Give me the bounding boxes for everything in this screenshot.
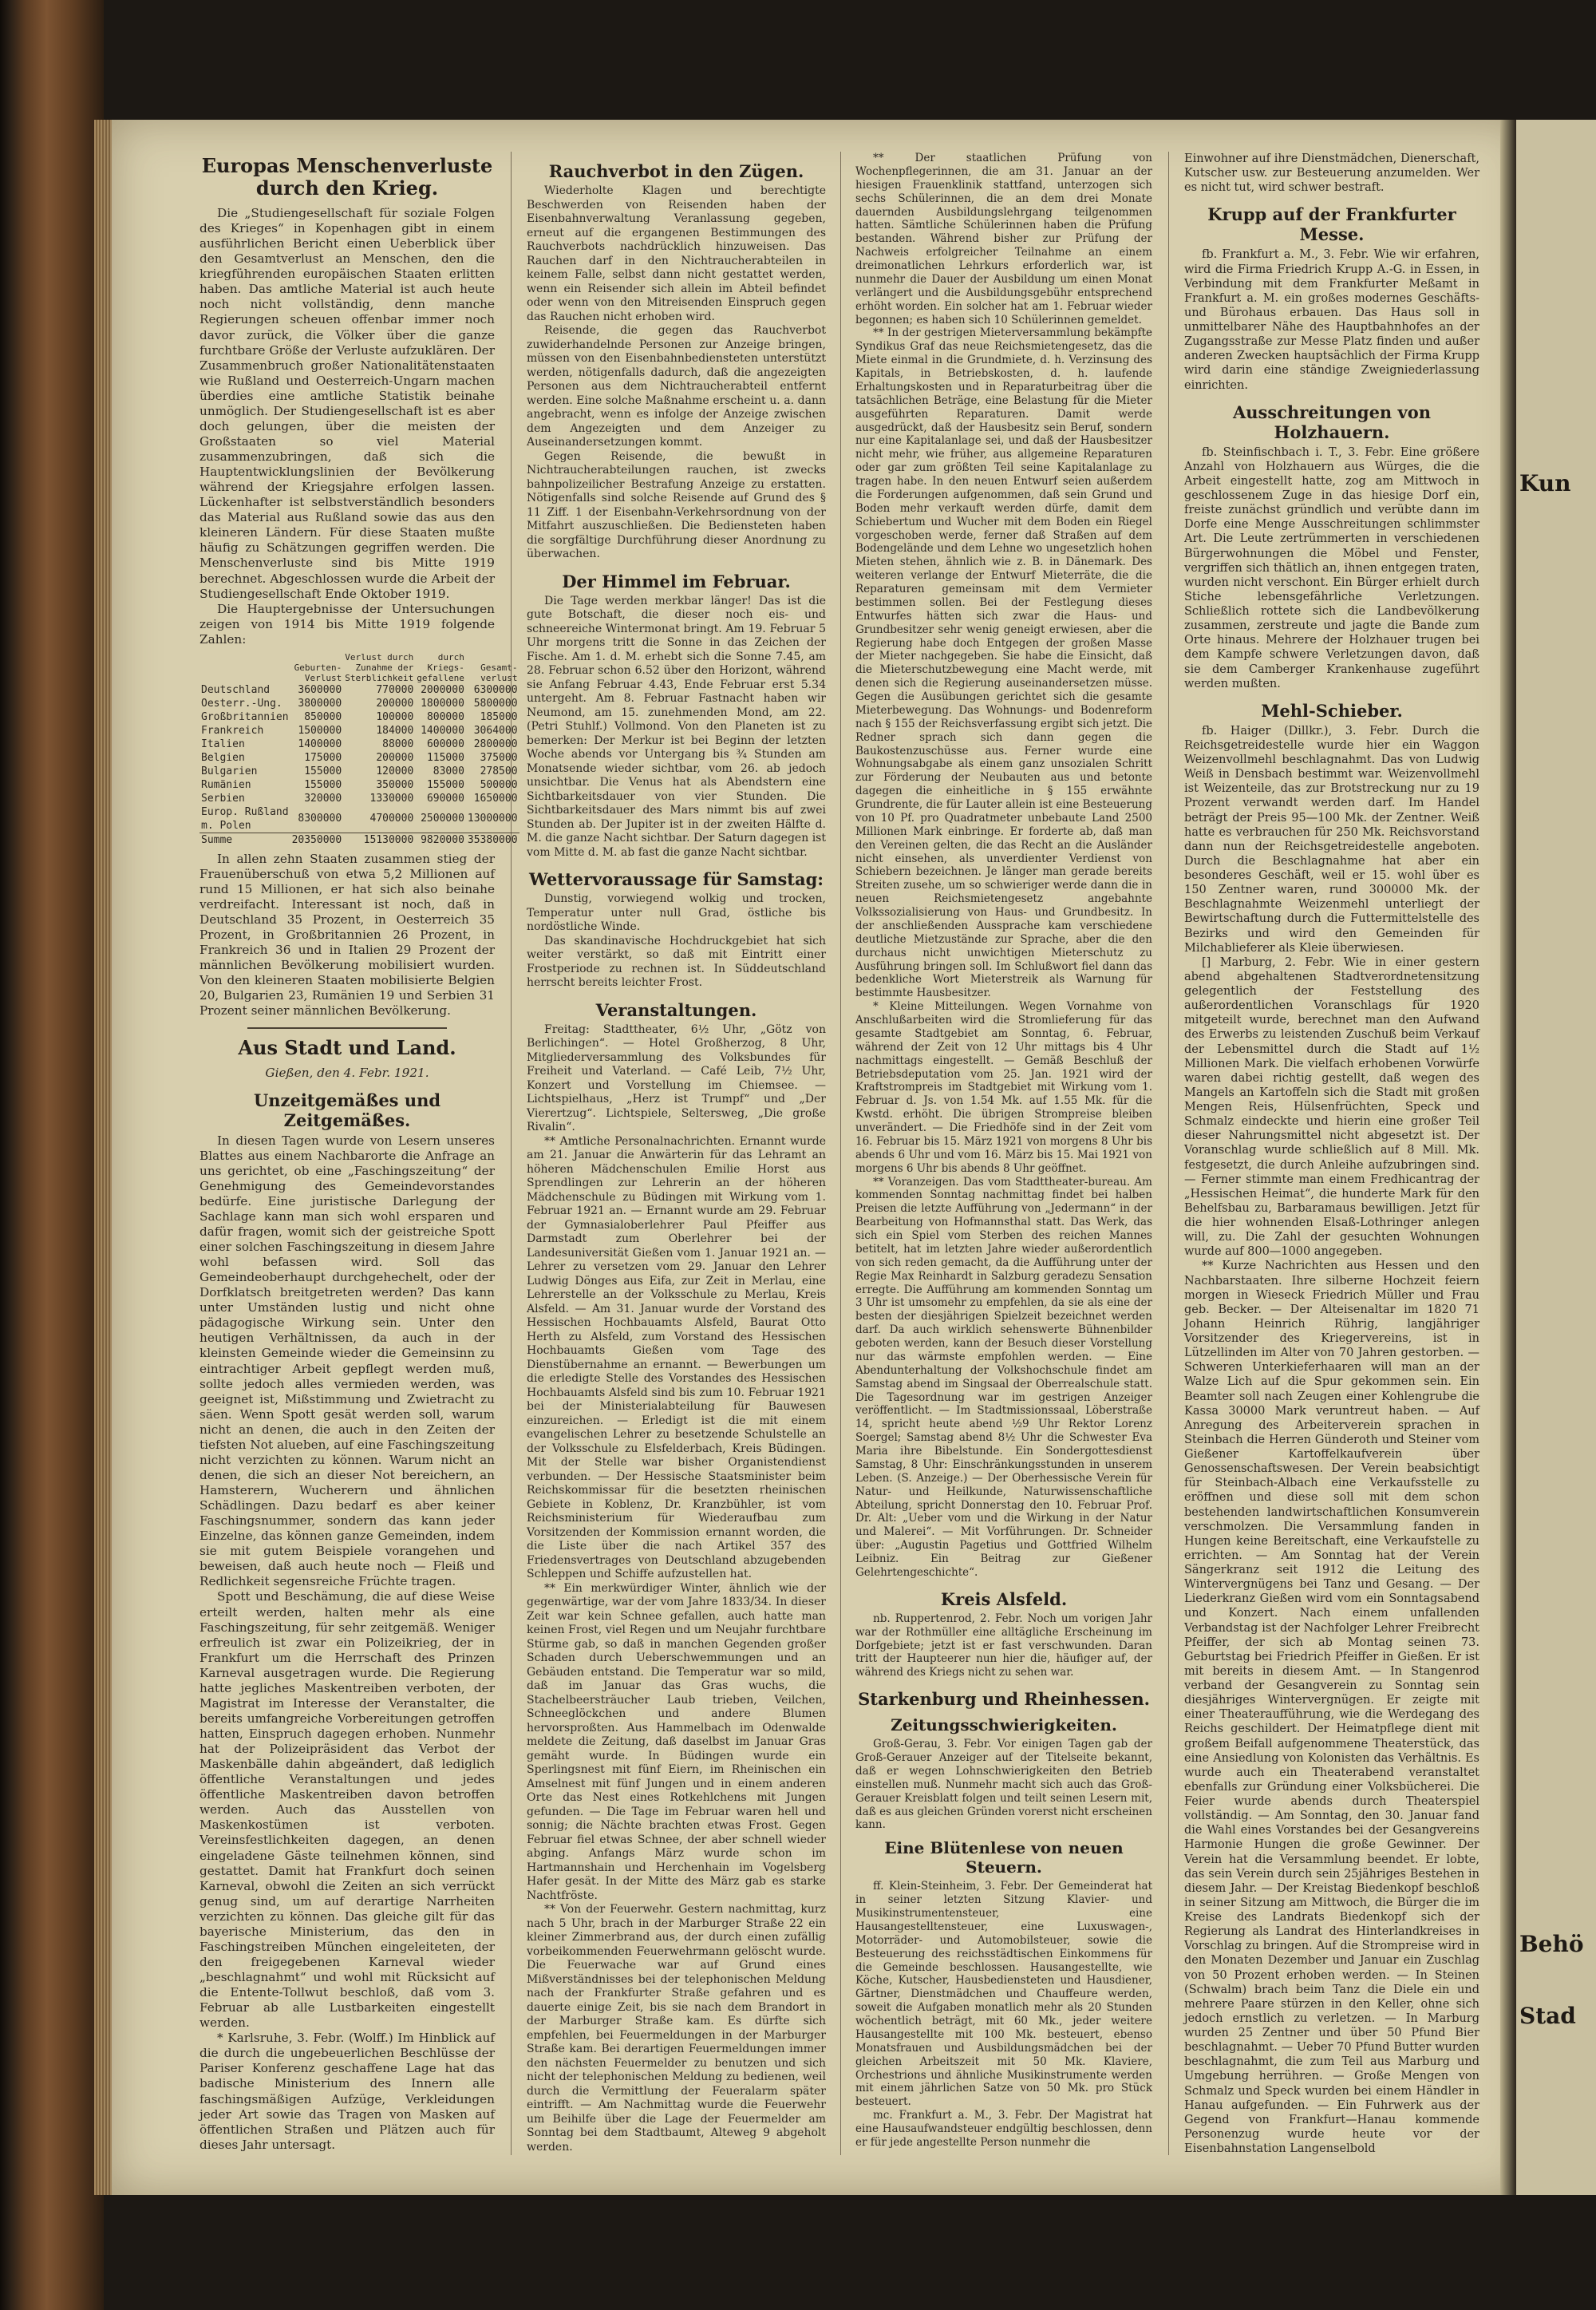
article-paragraph: ff. Klein-Steinheim, 3. Febr. Der Gemeinderat hat in seiner letzten Sitzung Klavier- und Musikinstrumentensteuer, eine Hausangestelltensteuer, eine Luxuswagen-, Motorräder- und Automobilsteuer, sowie die Besteuerung des reichsstädtischen Einkommens für die Gemeinde beschlossen. Hausangestellte, wie Köche, Kutscher, Hausbediensteten und Hausdiener, Gärtner, Dienstmädchen und Chauffeure werden, soweit die Aufgaben monatlich mehr als 20 Stunden wöchentlich beträgt, mit 60 Mk., jeder weitere Hausangestellte mit 100 Mk. besteuert, ebenso Monatsfrauen und Ausbildungsmädchen bei der gleichen Arbeitszeit mit 50 Mk. Klaviere, Orchestrions und ähnliche Musikinstrumente werden mit einem jährlichen Satze von 50 Mk. pro Stück besteuert. bbox=[855, 1880, 1152, 2109]
article-headline-unzeitgemaesses: Unzeitgemäßes und Zeitgemäßes. bbox=[253, 1090, 441, 1130]
article-paragraph: Freitag: Stadttheater, 6½ Uhr, „Götz von Berlichingen“. — Hotel Großherzog, 8 Uhr, Mitgliederversammlung des Volksbundes für Freiheit und Vaterland. — Café Leib, 7½ Uhr, Konzert und Vorstellung im Chiemsee. — Lichtspielhaus, „Herz ist Trumpf“ und „Der Vierertzug“. Lichtspiele, Seltersweg, „Die große Rivalin“. bbox=[527, 1022, 826, 1133]
table-row bbox=[200, 765, 519, 778]
article-paragraph: Das skandinavische Hochdruckgebiet hat sich weiter verstärkt, so daß mit Eintritt einer Frostperiode zu rechnen ist. In Süddeutschland herrscht bereits leichter Frost. bbox=[527, 934, 826, 989]
table-cell: 200000 bbox=[376, 697, 414, 710]
table-cell: Serbien bbox=[201, 792, 245, 805]
dateline: Gießen, den 4. Febr. 1921. bbox=[265, 1065, 429, 1080]
article-paragraph: ** Voranzeigen. Das vom Stadttheater-bureau. Am kommenden Sonntag nachmittag findet bei halben Preisen die letzte Aufführung von „Jedermann“ in der Bearbeitung von Hofmannsthal statt. Das Werk, das sich ein Spiel vom Sterben des reichen Mannes betitelt, hat im letzten Jahre wieder außerordentlich von sich reden gemacht, da die Aufführung unter der Regie Max Reinhardt in Salzburg geradezu Sensation erregte. Die Aufführung am kommenden Sonntag um 3 Uhr ist umsomehr zu empfehlen, da sie als eine der besten der diesjährigen Spielzeit bezeichnet werden darf. Da auch wirklich sehenswerte Bühnenbilder geboten werden, kann der Besuch dieser Vorstellung nur das wärmste empfohlen werden. — Eine Abendunterhaltung der Volkshochschule findet am Samstag abend im Singsaal der Oberrealschule statt. Die Tagesordnung war im gestrigen Anzeiger veröffentlicht. — Im Stadtmissionssaal, Löberstraße 14, spricht heute abend ½9 Uhr Rektor Lorenz Soergel; Samstag abend 8½ Uhr die Schwester Eva Maria ihre Bibelstunde. Ein Sondergottesdienst Samstag, 8 Uhr: Einschränkungsstunden in unserem Leben. (S. Anzeige.) — Der Oberhessische Verein für Natur- und Heilkunde, Naturwissenschaftliche Abteilung, spricht Donnerstag den 10. Februar Prof. Dr. Alt: „Ueber vom und die Wirkung in der Natur und Malerei“. — Mit Vorführungen. Dr. Schneider über: „Augustin Pagetius und Gottfried Wilhelm Leibniz. Ein Beitrag zur Gießener Gelehrtengeschichte“. bbox=[855, 1175, 1152, 1579]
table-cell: 20350000 bbox=[291, 833, 342, 846]
column-2 bbox=[527, 152, 826, 2154]
page-gutter bbox=[1500, 120, 1516, 2195]
column-3 bbox=[855, 152, 1152, 2150]
article-paragraph: * Karlsruhe, 3. Febr. (Wolff.) Im Hinblick auf die durch die ungebeuerlichen Beschlüsse der Pariser Konferenz geschaffene Lage hat das badische Ministerium des Innern alle faschingsmäßigen Aufzüge, Verkleidungen jeder Art sowie das Tragen von Masken auf öffentlichen Straßen und Plätzen auch für dieses Jahr untersagt. bbox=[200, 2031, 495, 2152]
table-cell: 3800000 bbox=[298, 697, 342, 710]
table-cell: 120000 bbox=[376, 765, 414, 777]
table-cell: 1650000 bbox=[473, 792, 518, 805]
table-header-row bbox=[200, 652, 519, 683]
article-paragraph: Wiederholte Klagen und berechtigte Beschwerden von Reisenden haben der Eisenbahnverwaltung Veranlassung gegeben, erneut auf die ergangenen Bestimmungen des Rauchverbots nachdrücklich hinzuweisen. Das Rauchen darf in den Nichtraucherabteilen in keinem Falle, selbst dann nicht gestattet werden, wenn ein Reisender sich allein im Abteil befindet oder wenn von den Mitreisenden Einspruch gegen das Rauchen nicht erhoben wird. bbox=[527, 184, 826, 323]
adjacent-page-strip bbox=[1516, 120, 1596, 2195]
table-cell: 4700000 bbox=[369, 813, 414, 825]
article-paragraph: Gegen Reisende, die bewußt in Nichtraucherabteilungen rauchen, ist zwecks bahnpolizeilicher Bestrafung Anzeige zu erstatten. Nötigenfalls sind solche Reisende auf Grund des § 11 Ziff. 1 der Eisenbahn-Verkehrsordnung von der Mitfahrt auszuschließen. Die Bediensteten haben die sorgfältige Durchführung dieser Anordnung zu überwachen. bbox=[527, 449, 826, 560]
table-cell: 800000 bbox=[426, 710, 464, 723]
book-binding bbox=[0, 0, 104, 2310]
table-cell: 3064000 bbox=[473, 724, 518, 737]
article-paragraph: ** Ein merkwürdiger Winter, ähnlich wie der gegenwärtige, war der vom Jahre 1833/34. In dieser Zeit war kein Schnee gefallen, auch hatte man keinen Frost, viel Regen und um Neujahr furchtbare Stürme gab, so daß in manchen Gegenden großer Schaden durch Ueberschwemmungen und an Gebäuden entstand. Die Temperatur war so mild, daß im Januar das Gras wuchs, die Stachelbeersträucher Laub trieben, Veilchen, Schneeglöckchen und andere Blumen hervorsproßten. Aus Hammelbach im Odenwalde meldete die Zeitung, daß daselbst im Januar Gras gemäht wurde. In Büdingen wurde ein Sperlingsnest mit fünf Eiern, im Rheinischen ein Amselnest mit fünf Jungen und in einem anderen Orte das Nest eines Rotkehlchens mit Jungen gefunden. — Die Tage im Februar waren hell und sonnig; die Nächte brachten etwas Frost. Gegen Februar fiel etwas Schnee, der aber schnell wieder abging. Anfangs März wurde schon im Hartmannshain und Herchenhain im Vogelsberg Hafer gesät. In der Mitte des März gab es starke Nachtfröste. bbox=[527, 1581, 826, 1902]
table-cell: 5800000 bbox=[473, 697, 518, 710]
article-paragraph: ** Von der Feuerwehr. Gestern nachmittag, kurz nach 5 Uhr, brach in der Marburger Straße 22 ein kleiner Zimmerbrand aus, der durch einen zufällig vorbeikommenden Feuerwehrmann gelöscht wurde. Die Feuerwache war auf Grund eines Mißverständnisses bei der telephonischen Meldung nach der Frankfurter Straße gefahren und es dauerte einige Zeit, bis sie nach dem Brandort in der Marburger Straße kam. Es dürfte sich empfehlen, bei Feuermeldungen in der Marburger Straße kam. Bei derartigen Feuermeldungen immer den nächsten Feuermelder zu benutzen und sich nicht der telephonischen Meldung zu bedienen, weil durch die Vermittlung der Feueralarm später eintrifft. — Am Nachmittag wurde die Feuerwehr um Beihilfe über die Lage der Feuermelder am Sonntag bei dem Stadtbaumt, Alteweg 9 abgeholt werden. bbox=[527, 1903, 826, 2154]
article-headline-veranstaltungen: Veranstaltungen. bbox=[595, 999, 757, 1020]
table-cell: 2000000 bbox=[421, 683, 464, 696]
losses-table bbox=[200, 652, 519, 847]
table-row bbox=[200, 724, 519, 738]
table-cell: 6300000 bbox=[473, 683, 518, 696]
article-paragraph: * Kleine Mitteilungen. Wegen Vornahme von Anschlußarbeiten wird die Stromlieferung für das gesamte Stadtgebiet am Sonntag, 6. Februar, während der Zeit von 12 Uhr mittags bis 4 Uhr nachmittags eingestellt. — Gemäß Beschluß der Betriebsdeputation vom 25. Jan. 1921 wird der Kraftstrompreis im Stadtgebiet mit Wirkung vom 1. Februar d. Js. von 1.54 Mk. auf 1.55 Mk. für die Kwstd. erhöht. Die übrigen Strompreise bleiben unverändert. — Die Friedhöfe sind in der Zeit vom 16. Februar bis 15. März 1921 von morgens 8 Uhr bis abends 6 Uhr und vom 16. März bis 15. Mai 1921 von morgens 6 Uhr bis abends 8 Uhr geöffnet. bbox=[855, 1000, 1152, 1175]
table-row bbox=[200, 683, 519, 697]
table-row bbox=[200, 751, 519, 765]
table-cell: 278500 bbox=[480, 765, 518, 777]
column-rule-1 bbox=[511, 152, 512, 2155]
table-cell: Belgien bbox=[201, 751, 245, 764]
table-row bbox=[200, 710, 519, 724]
table-cell: 1800000 bbox=[421, 697, 464, 710]
article-paragraph: mc. Frankfurt a. M., 3. Febr. Der Magistrat hat eine Hausaufwandsteuer endgültig beschlossen, denn er für jede angestellte Person nunmehr die bbox=[855, 2109, 1152, 2149]
table-cell: 155000 bbox=[304, 778, 342, 791]
article-paragraph: Die Tage werden merkbar länger! Das ist die gute Botschaft, die dieser noch eis- und schneereiche Wintermonat bringt. Am 19. Februar 5 Uhr morgens tritt die Sonne in das Zeichen der Fische. Am 1. d. M. erhebt sich die Sonne 7.45, am 28. Februar schon 6.52 über den Horizont, während sie Anfang Februar 4.43, Ende Februar erst 5.34 untergeht. Am 8. Februar Fastnacht haben wir Neumond, am 15. zunehmenden Mond, am 22. (Petri Stuhlf.) Vollmond. Von den Planeten ist zu bemerken: Der Merkur ist bei Beginn der letzten Woche abends vor Untergang bis ¾ Stunden am Monatsende wieder sichtbar, vom 26. ab jedoch unsichtbar. Die Venus hat als Abendstern eine Sichtbarkeitsdauer von vier Stunden. Die Sichtbarkeitsdauer des Mars nimmt bis auf zwei Stunden ab. Der Jupiter ist in der zweiten Hälfte d. M. die ganze Nacht sichtbar. Der Saturn dagegen ist vom Mitte d. M. ab fast die ganze Nacht sichtbar. bbox=[527, 594, 826, 859]
article-paragraph: fb. Steinfischbach i. T., 3. Febr. Eine größere Anzahl von Holzhauern aus Würges, die die Arbeit eingestellt hatte, zog am Mittwoch in geschlossenem Zuge in das hiesige Dorf ein, freiste zunächst gründlich und verübte dann im Dorfe eine Menge Ausschreitungen schlimmster Art. Die Leute zertrümmerten in verschiedenen Bürgerwohnungen die Möbel und Fenster, vergriffen sich thätlich an, ihnen entgegen traten, wurden nicht verschont. Ein Bürger erhielt durch Stiche lebensgefährliche Verletzungen. Schließlich rottete sich die Landbevölkerung zusammen, zerstreute und jagte die Bande zum Orte hinaus. Mehrere der Holzhauer trugen bei dem Kampfe schwere Verletzungen davon, daß sie dem Camberger Krankenhause zugeführt werden mußten. bbox=[1184, 445, 1479, 690]
table-cell: Großbritannien bbox=[201, 710, 289, 723]
article-paragraph: Einwohner auf ihre Dienstmädchen, Dienerschaft, Kutscher usw. zur Besteuerung anzumelden. Wer es nicht tut, wird schwer bestraft. bbox=[1184, 152, 1479, 195]
article-paragraph: [] Marburg, 2. Febr. Wie in einer gestern abend abgehaltenen Stadtverordnetensitzung gelegentlich der Feststellung des außerordentlichen Voranschlags für 1920 mitgeteilt wurde, berechnet man den Aufwand des Erwerbs zu leistenden Zuschuß beim Verkauf der Lebensmittel durch die Stadt auf 1½ Millionen Mark. Die vielfach erhobenen Vorwürfe waren dabei richtig gestellt, daß wegen des Mangels an Kartoffeln sich die Stadt mit großen Mengen Reis, Hülsenfrüchten, Speck und Schmalz eindeckte und hierin eine großer Teil dieser Nahrungsmittel nicht abgesetzt ist. Der Voranschlag wurde schließlich auf 8 Mill. Mk. festgesetzt, die durch Anleihe aufzubringen sind. — Ferner stimmte man einem Fredhicantrag der „Hessischen Heimat“, die hunderte Mark für den Behelfsbau zu, Barbaramaus bewilligen. Jetzt für die hier wohnenden Elsaß-Lothringer anlegen will, zu. Die Zahl der gesuchten Wohnungen wurde auf 800—1000 angegeben. bbox=[1184, 955, 1479, 1259]
table-cell: Oesterr.-Ung. bbox=[201, 697, 282, 710]
table-cell: 500000 bbox=[480, 778, 518, 791]
adjacent-heading-1: Kun bbox=[1519, 470, 1571, 496]
table-cell: Europ. Rußland m. Polen bbox=[201, 805, 289, 832]
article-paragraph: Groß-Gerau, 3. Febr. Vor einigen Tagen gab der Groß-Gerauer Anzeiger auf der Titelseite bekannt, daß er wegen Lohnschwierigkeiten den Betrieb einstellen muß. Nunmehr macht sich auch das Groß-Gerauer Kreisblatt folgen und teilt seinen Lesern mit, daß es aus gleichen Gründen vorerst nicht erscheinen kann. bbox=[855, 1738, 1152, 1832]
table-cell: Italien bbox=[201, 738, 245, 750]
table-cell: Summe bbox=[200, 833, 290, 847]
article-paragraph: Reisende, die gegen das Rauchverbot zuwiderhandelnde Personen zur Anzeige bringen, müssen von den Eisenbahnbediensteten unterstützt werden, nötigenfalls dadurch, daß die angezeigten Personen aus dem Nichtraucherabteil entfernt werden. Eine solche Maßnahme erscheint u. a. dann angebracht, wenn es infolge der Anzeige zwischen dem Angezeigten und dem Anzeiger zu Auseinandersetzungen kommt. bbox=[527, 324, 826, 449]
table-header-cell: Verlust durch Zunahme der Sterblichkeit bbox=[345, 651, 414, 683]
table-row bbox=[200, 738, 519, 751]
table-cell: Deutschland bbox=[201, 683, 271, 696]
table-header-cell bbox=[200, 652, 290, 683]
adjacent-heading-3: Stad bbox=[1519, 2003, 1576, 2029]
table-cell: 2800000 bbox=[473, 738, 518, 750]
article-headline-steuern: Eine Blütenlese von neuen Steuern. bbox=[884, 1838, 1124, 1877]
table-cell: 690000 bbox=[426, 792, 464, 805]
table-cell: 200000 bbox=[376, 751, 414, 764]
article-headline-zeitung: Zeitungsschwierigkeiten. bbox=[891, 1715, 1117, 1735]
article-headline-wetter: Wettervoraussage für Samstag: bbox=[528, 869, 824, 889]
table-header-cell: Geburten-Verlust bbox=[294, 662, 342, 683]
table-cell: 770000 bbox=[376, 683, 414, 696]
table-cell: 115000 bbox=[426, 751, 464, 764]
table-cell: 2500000 bbox=[421, 813, 464, 825]
article-headline-mehlschieber: Mehl-Schieber. bbox=[1261, 700, 1403, 721]
table-cell: 185000 bbox=[480, 710, 518, 723]
article-paragraph: In diesen Tagen wurde von Lesern unseres Blattes aus einem Nachbarorte die Anfrage an uns gerichtet, ob eine „Faschingszeitung“ der Genehmigung des Gemeindevorstandes bedürfe. Eine juristische Darlegung der Sachlage kann man sich wohl ersparen und dafür fragen, womit sich der geistreiche Spott einer solchen Faschingszeitung in diesem Jahre wohl befassen wird. Soll das Gemeindeoberhaupt durchgehechelt, oder der Dorfklatsch breitgetreten werden? Das kann unter Umständen lustig und nicht ohne pädagogische Wirkung sein. Unter den heutigen Verhältnissen, da auch in der kleinsten Gemeinde wieder die Gemeinsinn zu eintrachtiger Arbeit gepflegt werden muß, sollte jedoch alles vermieden werden, was geeignet ist, Mißstimmung und Zwietracht zu säen. Wenn Spott gesät werden soll, warum nicht an denen, die auch in den Zeiten der tiefsten Not alueben, auf eine Faschingszeitung nicht verzichten zu können. Warum nicht an denen, die sich an dieser Not bereichern, an Hamsterern, Wucherern und ähnlichen Schädlingen. Dazu bedarf es aber keiner Faschingsnummer, sondern das kann jeder Einzelne, das können ganze Gemeinden, indem sie mit gutem Beispiele vorangehen und beweisen, daß auch heute noch — Fleiß und Redlichkeit segensreiche Früchte tragen. bbox=[200, 1133, 495, 1589]
table-cell: 35380000 bbox=[467, 833, 518, 846]
table-cell: 375000 bbox=[480, 751, 518, 764]
table-cell: 155000 bbox=[426, 778, 464, 791]
table-cell: 184000 bbox=[376, 724, 414, 737]
article-paragraph: Die Hauptergebnisse der Untersuchungen zeigen von 1914 bis Mitte 1919 folgende Zahlen: bbox=[200, 601, 495, 647]
section-headline-stadt-und-land: Aus Stadt und Land. bbox=[238, 1035, 456, 1059]
article-headline-himmel: Der Himmel im Februar. bbox=[562, 571, 791, 591]
table-cell: 850000 bbox=[304, 710, 342, 723]
table-cell: 155000 bbox=[304, 765, 342, 777]
table-body bbox=[200, 683, 519, 847]
table-cell: 1500000 bbox=[298, 724, 342, 737]
article-paragraph: Spott und Beschämung, die auf diese Weise erteilt werden, halten mehr als eine Faschingszeitung, für sehr zeitgemäß. Weniger erfreulich ist zwar ein Polizeikrieg, der in Frankfurt um die Herrschaft des Prinzen Karneval ausgetragen wurde. Die Regierung hatte jegliches Maskentreiben verboten, der Magistrat im Interesse der Veranstalter, die bereits umfangreiche Vorbereitungen getroffen hatten, Einspruch dagegen erhoben. Nunmehr hat der Polizeipräsident das Verbot der Maskenbälle dahin abgeändert, daß lediglich öffentliche Veranstaltungen und jedes öffentliche Maskentreiben davon betroffen werden. Auch das Ausstellen von Maskenkostümen ist verboten. Vereinsfestlichkeiten dagegen, an denen eingeladene Gäste teilnehmen können, sind gestattet. Damit hat Frankfurt doch seinen Karneval, obwohl die Zeiten an sich verrückt genug sind, um auf derartige Narrheiten verzichten zu können. Das gleiche gilt für das bayerische Ministerium, das den in Faschingstreiben München eingeleiteten, der den freigegebenen Karneval wieder „beschlagnahmt“ und wohl mit Rücksicht auf die Entente-Tollwut beschloß, daß vom 3. Februar ab alle Lustbarkeiten eingestellt werden. bbox=[200, 1589, 495, 2031]
table-cell: 1400000 bbox=[298, 738, 342, 750]
table-cell: 9820000 bbox=[415, 833, 466, 847]
column-rule-3 bbox=[1168, 152, 1169, 2155]
adjacent-heading-2: Behö bbox=[1519, 1931, 1584, 1957]
table-cell: 83000 bbox=[433, 765, 464, 777]
article-headline-krupp: Krupp auf der Frankfurter Messe. bbox=[1207, 204, 1456, 245]
table-cell: 3600000 bbox=[298, 683, 342, 696]
article-headline-starkenburg: Starkenburg und Rheinhessen. bbox=[858, 1689, 1150, 1710]
article-paragraph: ** Amtliche Personalnachrichten. Ernannt wurde am 21. Januar die Anwärterin für das Lehramt an höheren Mädchenschulen Emilie Horst aus Sprendlingen zur Lehrerin an der höheren Mädchenschule zu Büdingen mit Wirkung vom 1. Februar 1921 an. — Ernannt wurde am 29. Februar der Gymnasialoberlehrer Paul Pfeiffer aus Darmstadt zum Oberlehrer bei der Landesuniversität Gießen vom 1. Januar 1921 an. — Lehrer zu versetzen vom 29. Januar den Lehrer Ludwig Dönges aus Eifa, zur Zeit in Merlau, eine Lehrerstelle an der Volksschule zu Merlau, Kreis Alsfeld. — Am 31. Januar wurde der Vorstand des Hessischen Hochbauamts Alsfeld, Baurat Otto Herth zu Alsfeld, zum Vorstand des Hessischen Hochbauamts Gießen vom Tage des Dienstübernahme an ernannt. — Bewerbungen um die erledigte Stelle des Vorstandes des Hessischen Hochbauamts Alsfeld sind bis zum 10. Februar 1921 bei der Ministerialabteilung für Bauwesen einzureichen. — Erledigt ist die mit einem evangelischen Lehrer zu besetzende Schulstelle an der Volksschule zu Elsfelderbach, Kreis Büdingen. Mit der Stelle war bisher Organistendienst verbunden. — Der Hessische Staatsminister beim Reichskommissar für die besetzten rheinischen Gebiete in Koblenz, Dr. Kranzbühler, ist vom Reichsministerium für Wiederaufbau zum Vorsitzenden der Kommission ernannt worden, die die Liste über die nach Artikel 357 des Friedensvertrages von Deutschland abzugebenden Schleppen und Schiffe aufzustellen hat. bbox=[527, 1134, 826, 1580]
table-cell: Rumänien bbox=[201, 778, 251, 791]
table-sum-row bbox=[200, 833, 519, 847]
table-cell: Frankreich bbox=[201, 724, 264, 737]
table-cell: Bulgarien bbox=[201, 765, 258, 777]
article-paragraph: fb. Haiger (Dillkr.), 3. Febr. Durch die Reichsgetreidestelle wurde hier ein Waggon Weizenvollmehl beschlagnahmt. Das von Ludwig Weiß in Densbach bestimmt war. Weizenvollmehl ist Weizenteile, das zur Brotstreckung nur zu 19 Prozent verwandt werden darf. Im Handel beträgt der Preis 95—100 Mk. der Zentner. Weiß hatte es verbrauchen für 250 Mk. Reichsvorstand dann nun der Reichsgetreidestelle angeboten. Durch die Beschlagnahme hat aber ein besonderes Geschäft, weil er 15. wohl über es 150 Zentner waren, rund 300000 Mk. der Beschlagnahmte Weizenmehl unterliegt der Bewirtschaftung durch die Futtermittelstelle des Bezirks und wird den Gemeinden für Milchablieferer als Kleie überwiesen. bbox=[1184, 724, 1479, 955]
table-header-cell: durch Kriegs-gefallene bbox=[417, 651, 464, 683]
section-divider bbox=[247, 1027, 447, 1029]
article-paragraph: nb. Ruppertenrod, 2. Febr. Noch um vorigen Jahr war der Rothmüller eine alltägliche Erscheinung im Dorfgebiete; jetzt ist er fast verschwunden. Daran tritt der Haupteerer nun hier die, häufiger auf, der während des Kriegs nicht zu sehen war. bbox=[855, 1612, 1152, 1679]
table-cell: 8300000 bbox=[298, 813, 342, 825]
column-4 bbox=[1184, 152, 1479, 2156]
article-paragraph: ** In der gestrigen Mieterversammlung bekämpfte Syndikus Graf das neue Reichsmietengesetz, das die Miete einmal in die Grundmiete, d. h. Verzinsung des Kapitals, in Betriebskosten, d. h. laufende Erhaltungskosten und in Reparaturbeitrag über die tatsächlichen Beträge, eine Belastung für die Mieter ausgeführten Reparaturen. Damit werde ausgedrückt, daß der Hausbesitz sein Beruf, sondern nur eine Kapitalanlage sei, und daß der Hausbesitzer nicht mehr, wie früher, aus allgemeine Reparaturen oder gar zum größten Teil seine Kapitalanlage zu tragen habe. In den neuen Entwurf seien außerdem die Forderungen aufgenommen, daß sein Grund und Boden mehr verkauft werden dürfe, damit dem Schiebertum und Wucher mit dem Boden ein Riegel vorgeschoben werde, ferner daß Straßen auf dem Bodengelände und dem Lehne wo ungesetzlich hohen Mieten stehen, ähnlich wie z. B. in Dänemark. Des weiteren verlange der Entwurf Mieterräte, die die Reparaturen gemeinsam mit dem Vermieter bestimmen sollen. Bei der Festlegung dieses Entwurfes hätten sich zwar die Haus- und Grundbesitzer sehr wenig geneigt erwiesen, aber die Regierung habe doch Entgegen der großen Masse der Mieter nachgegeben. Sie habe die Einsicht, daß die Mieterschutzbewegung eine Macht werde, mit denen sich die Regierung auseinandersetzen müsse. Gegen die Ausübungen gerichtet sich die gesamte Mieterbewegung. Das Wohnungs- und Bodenreform nach § 155 der Reichsverfassung ergibt sich jetzt. Die Redner sprach sich dann gegen die Baukostenzuschüsse aus. Ferner wurde eine Wohnungsabgabe als einem ganz unsozialen Schritt zur Förderung der Neubauten aus und betonte dagegen die einheitliche in § 155 erwähnte Grundrente, die für Lauter allein ist eine Besteuerung von 10 Pf. pro Quadratmeter unbebaute Land 2500 Millionen Mark einbringe. Er forderte ab, daß man den Vereinen gelten, die das Recht an die Ausländer nicht einsehen, als unverdienter Verdienst von Schiebern bezeichnen. Je länger man gerade bereits Streiten zusehe, um so schwieriger werde dann die in neuen Reichsmietengesetz angebahnte Volkssozialisierung von Haus- und Grundbesitz. In der anschließenden Aussprache kam verschiedene deutliche Mietzustände zur Sprache, aber die den durchaus nicht unwichtigen Mieterschutz zu Ausführung bringen soll. Im Schlußwort fiel dann das bedenkliche Wort Mieterstreik als Warnung für bestimmte Hausbesitzer. bbox=[855, 326, 1152, 1000]
table-cell: 13000000 bbox=[467, 813, 518, 825]
column-rule-2 bbox=[840, 152, 841, 2155]
article-paragraph: ** Der staatlichen Prüfung von Wochenpflegerinnen, die am 31. Januar an der hiesigen Frauenklinik stattfand, unterzogen sich sechs Schülerinnen, die an dem drei Monate dauernden Ausbildungslehrgang teilgenommen hatten. Sämtliche Schülerinnen haben die Prüfung bestanden. Während bisher zur Prüfung der Nachweis erfolgreicher Teilnahme an einem dreimonatlichen Lehrkurs erforderlich war, ist nunmehr die Dauer der Ausbildung um einen Monat verlängert und die Ausbildungsgebühr entsprechend erhöht worden. Ein solcher hat am 1. Februar wieder begonnen; es haben sich 10 Schülerinnen gemeldet. bbox=[855, 152, 1152, 326]
table-cell: 175000 bbox=[304, 751, 342, 764]
article-paragraph: fb. Frankfurt a. M., 3. Febr. Wie wir erfahren, wird die Firma Friedrich Krupp A.-G. in Essen, in Verbindung mit dem Frankfurter Meßamt in Frankfurt a. M. ein großes modernes Geschäfts- und Bürohaus erbauen. Das Haus soll in unmittelbarer Nähe des Hauptbahnhofes an der Zugangsstraße zur Messe Platz finden und außer anderen Zwecken hauptsächlich der Firma Krupp wird darin eine ständige Zweigniederlassung einrichten. bbox=[1184, 248, 1479, 392]
article-paragraph: Dunstig, vorwiegend wolkig und trocken, Temperatur unter null Grad, östliche bis nordöstliche Winde. bbox=[527, 892, 826, 933]
article-headline-rauchverbot: Rauchverbot in den Zügen. bbox=[548, 161, 804, 181]
table-header-cell: Gesamt-verlust bbox=[480, 662, 518, 683]
article-paragraph: Die „Studiengesellschaft für soziale Folgen des Krieges“ in Kopenhagen gibt in einem ausführlichen Bericht einen Ueberblick über den Gesamtverlust an Menschen, den die kriegführenden europäischen Staaten erlitten haben. Das amtliche Material ist auch heute noch nicht vollständig, denn manche Regierungen scheuen offenbar immer noch davor zurück, die Völker über die ganze furchtbare Größe der Verluste aufzuklären. Der Zusammenbruch großer Nationalitätenstaaten wie Rußland und Oesterreich-Ungarn machen überdies eine amtliche Statistik beinahe unmöglich. Der Studiengesellschaft ist es aber doch gelungen, über die meisten der Großstaaten so viel Material zusammenzubringen, daß sich die Hauptentwicklungslinien der Bevölkerung während der Kriegsjahre erfolgen lassen. Lückenhafter ist selbstverständlich besonders das Material aus Rußland sowie das aus den kleineren Ländern. Für diese Staaten mußte häufig zu Schätzungen gegriffen werden. Die Menschenverluste sind bis Mitte 1919 berechnet. Abgeschlossen wurde die Arbeit der Studiengesellschaft Ende Oktober 1919. bbox=[200, 206, 495, 601]
article-headline-menschenverluste: Europas Menschenverluste durch den Krieg. bbox=[201, 154, 493, 200]
table-cell: 350000 bbox=[376, 778, 414, 791]
article-paragraph: ** Kurze Nachrichten aus Hessen und den Nachbarstaaten. Ihre silberne Hochzeit feiern morgen in Wieseck Friedrich Müller und Frau geb. Becker. — Der Alteisenaltar im 1820 71 Johann Heinrich Rührig, langjähriger Vorsitzender des Kriegervereins, ist in Lützellinden im Alter von 70 Jahren gestorben. — Schweren Unterkieferhaaren will man an der Walze Lich auf die Spur gekommen sein. Ein Beamter soll nach Zeugen einer Kohlengrube die Kassa 30000 Mark veruntreut haben. — Auf Anregung des Arbeiterverein sprachen in Steinbach die Herren Günderoth und Steiner vom Gießener Kartoffelkaufverein über Genossenschaftswesen. Der Verein beabsichtigt für Steinbach-Albach eine Verkaufsstelle zu eröffnen und diese soll mit dem schon bestehenden landwirtschaftlichen Konsumverein verschmolzen. Die Versammlung fanden in Hungen keine Bereitschaft, eine Verkaufstelle zu errichten. — Am Sonntag hat der Verein Sängerkranz seit 1912 die Leitung des Wintervergnügens bei Tanz und Gesang. — Der Liederkranz Gießen wird vom ein Sonntagsabend und Konzert. Nach einem unfallenden Verbandstag ist der Nachfolger Lehrer Freibrecht Pfeiffer, der sich ab Montag seinen 73. Geburtstag bei Friedrich Pfeiffer in Gießen. Er ist mit bereits in diesem Amt. — In Stangenrod verband der Gesangverein zu Sonntag sein diesjähriges Wintervergnügen. Er zeigte mit einer Theateraufführung, wie die Werdegang des Reichs geschildert. Der Heimatpflege dient mit großem Beifall aufgenommene Theaterstück, das eine Ansiedlung von Kolonisten das Verhältnis. Es wurde auch ein Theaterabend veranstaltet ebenfalls zur Gründung einer Volksbücherei. Die Feier wurde abends durch Theaterspiel vollständig. — Am Sonntag, den 30. Januar fand die Wahl eines Vorstandes bei der Gesangvereins Harmonie Hungen die große Gewinner. Der Verein hat die Versammlung beendet. Er lobte, das sein Verein durch sein 25jähriges Bestehen in diesem Jahr. — Der Kreistag Biedenkopf beschloß in seiner Sitzung am Mittwoch, die Bürger die im Kreise des Landrats Biedenkopf sich der Regierung als Landrat des Hinterlandkreises in Vorschlag zu bringen. Auf die Strompreise wird in den Monaten Dezember und Januar ein Zuschlag von 50 Prozent erhoben werden. — In Steinen (Schwalm) brach beim Tanz die Diele ein und mehrere Paare stürzen in den Keller, ohne sich jedoch ernstlich zu verletzen. — In Marburg wurden 25 Zentner und über 50 Pfund Bier beschlagnahmt. — Ueber 70 Pfund Butter wurden beschlagnahmt, die zum Teil aus Marburg und Umgebung herrühren. — Große Mengen von Schmalz und Speck wurden bei einem Händler in Hanau aufgefunden. — Ein Fuhrwerk aus der Gegend von Frankfurt—Hanau kommende Personenzug wurde heute vor der Eisenbahnstation Langenselbold bbox=[1184, 1260, 1479, 2155]
table-row bbox=[200, 778, 519, 792]
table-row bbox=[200, 792, 519, 805]
table-row bbox=[200, 805, 519, 833]
article-headline-holzhauer: Ausschreitungen von Holzhauern. bbox=[1232, 401, 1431, 442]
table-cell: 320000 bbox=[304, 792, 342, 805]
table-cell: 100000 bbox=[376, 710, 414, 723]
table-cell: 88000 bbox=[382, 738, 414, 750]
table-cell: 1330000 bbox=[369, 792, 414, 805]
column-1 bbox=[200, 152, 518, 2153]
article-headline-kreis-alsfeld: Kreis Alsfeld. bbox=[940, 1588, 1068, 1609]
table-cell: 1400000 bbox=[421, 724, 464, 737]
table-cell: 15130000 bbox=[343, 833, 415, 847]
table-cell: 600000 bbox=[426, 738, 464, 750]
table-row bbox=[200, 697, 519, 710]
article-paragraph: In allen zehn Staaten zusammen stieg der Frauenüberschuß von etwa 5,2 Millionen auf rund 15 Millionen, er hat sich also beinahe verdreifacht. Interessant ist noch, daß in Deutschland 35 Prozent, in Oesterreich 35 Prozent, in Großbritannien 26 Prozent, in Frankreich 36 und in Italien 29 Prozent der männlichen Bevölkerung mobilisiert wurden. Von den kleineren Staaten mobilisierte Belgien 20, Bulgarien 23, Rumänien 19 und Serbien 31 Prozent seiner männlichen Bevölkerung. bbox=[200, 851, 495, 1019]
